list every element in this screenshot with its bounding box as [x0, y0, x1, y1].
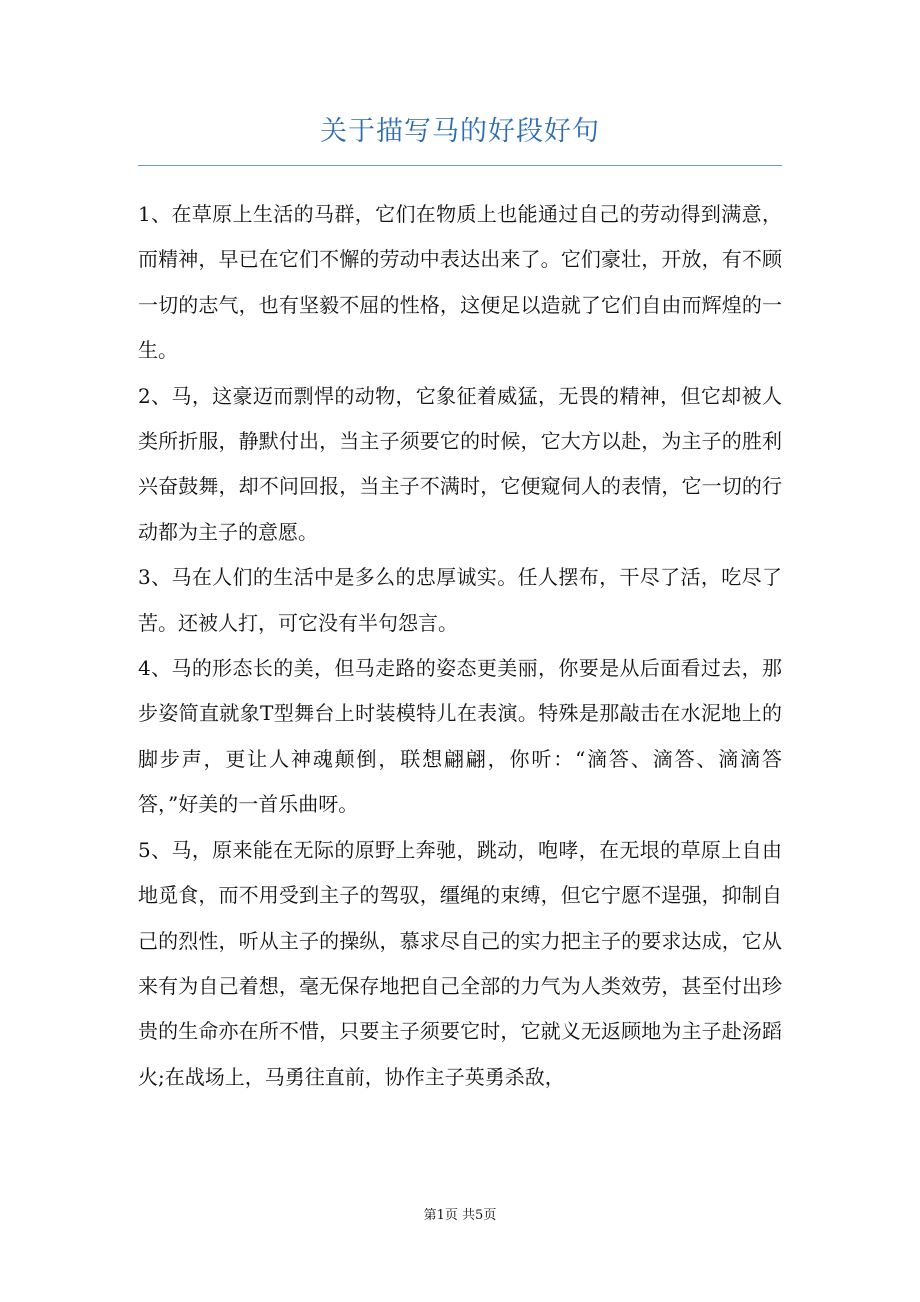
paragraph-2: 2、马，这豪迈而剽悍的动物，它象征着威猛，无畏的精神，但它却被人类所折服，静默付出，当主子须要它的时候，它大方以赴，为主子的胜利兴奋鼓舞，却不问回报，当主子不满时，它便窥伺人的表情，它一切的行动都为主子的意愿。 — [138, 383, 782, 544]
title-divider — [138, 165, 782, 166]
page-footer: 第1页 共5页 — [423, 1208, 497, 1223]
paragraph-3: 3、马在人们的生活中是多么的忠厚诚实。任人摆布，干尽了活，吃尽了苦。还被人打，可它没有半句怨言。 — [138, 565, 782, 635]
paragraph-4: 4、马的形态长的美，但马走路的姿态更美丽，你要是从后面看过去，那步姿简直就象T型舞台上时装模特儿在表演。特殊是那敲击在水泥地上的脚步声，更让人神魂颠倒，联想翩翩，你听：“滴答、滴答、滴滴答答，”好美的一首乐曲呀。 — [138, 656, 782, 817]
paragraph-5: 5、马，原来能在无际的原野上奔驰，跳动，咆哮，在无垠的草原上自由地觅食，而不用受到主子的驾驭，缰绳的束缚，但它宁愿不逞强，抑制自己的烈性，听从主子的操纵，慕求尽自己的实力把主子的要求达成，它从来有为自己着想，毫无保存地把自己全部的力气为人类效劳，甚至付出珍贵的生命亦在所不惜，只要主子须要它时，它就义无返顾地为主子赴汤蹈火;在战场上，马勇往直前，协作主子英勇杀敌， — [138, 837, 782, 1089]
paragraph-1: 1、在草原上生活的马群，它们在物质上也能通过自己的劳动得到满意，而精神，早已在它们不懈的劳动中表达出来了。它们豪壮，开放，有不顾一切的志气，也有坚毅不屈的性格，这便足以造就了它们自由而辉煌的一生。 — [138, 202, 782, 363]
document-title: 关于描写马的好段好句 — [320, 116, 600, 147]
document-body — [138, 192, 782, 1100]
